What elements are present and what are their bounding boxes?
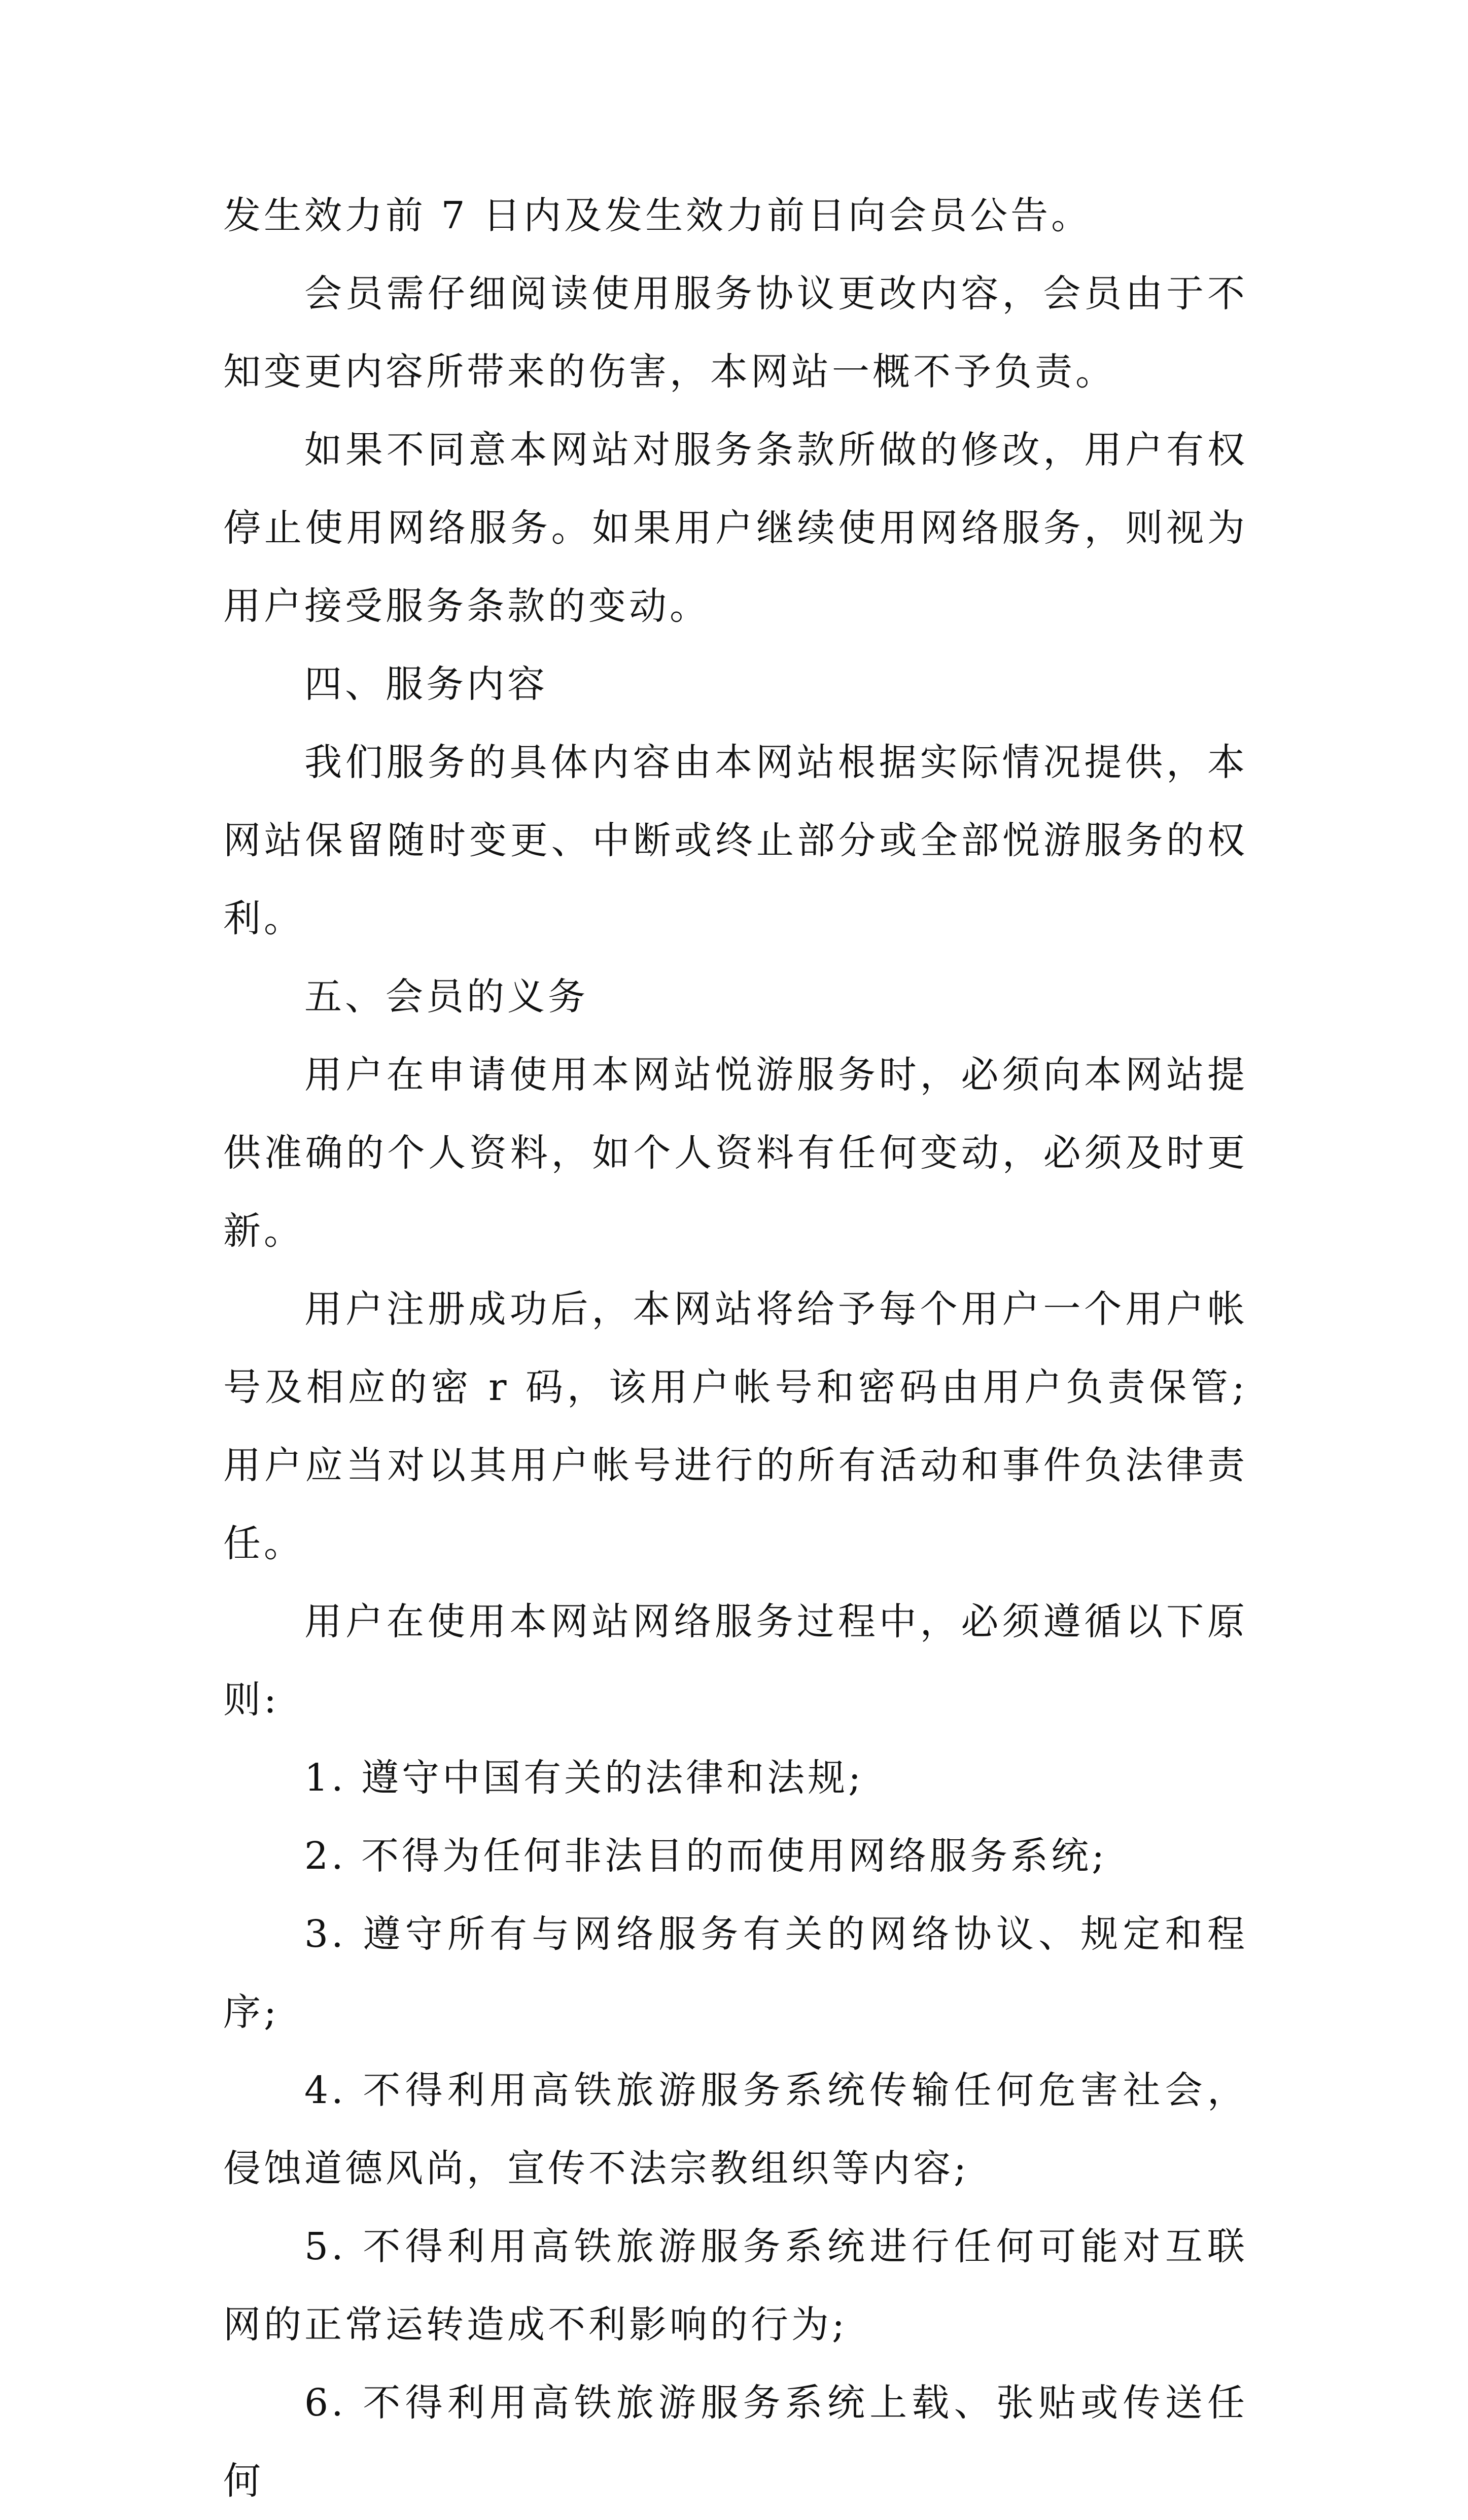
- list-item-4: 4. 不得利用高铁旅游服务系统传输任何危害社会，侵蚀道德风尚，宣传不法宗教组织等内容;: [223, 2069, 1248, 2190]
- list-item-6: 6. 不得利用高铁旅游服务系统上载、张贴或传送任何: [223, 2381, 1248, 2503]
- paragraph-1: 发生效力前 7 日内及发生效力前日向会员公告。: [223, 194, 1092, 237]
- paragraph-7: 用户在申请使用本网站悦游服务时，必须向本网站提供准确的个人资料，如个人资料有任何变动，必须及时更新。: [223, 1053, 1248, 1253]
- paragraph-3: 如果不同意本网站对服务条款所做的修改，用户有权停止使用网络服务。如果用户继续使用网络服务，则视为用户接受服务条款的变动。: [223, 428, 1248, 628]
- paragraph-8: 用户注册成功后，本网站将给予每个用户一个用户帐号及相应的密 r 码，该用户帐号和密码由用户负责保管;用户应当对以其用户帐号进行的所有活动和事件负法律责任。: [223, 1287, 1248, 1565]
- section-heading-service-content: 四、服务内容: [304, 662, 548, 706]
- list-item-1: 1. 遵守中国有关的法律和法规;: [304, 1756, 864, 1800]
- paragraph-2: 会员需仔细阅读使用服务协议更改内容，会员由于不知变更内容所带来的伤害，本网站一概不予负责。: [223, 272, 1248, 394]
- section-heading-member-obligations: 五、会员的义务: [304, 975, 588, 1019]
- document-body: [223, 177, 1248, 2520]
- list-item-3: 3. 遵守所有与网络服务有关的网络协议、规定和程序;: [223, 1912, 1248, 2034]
- list-item-5: 5. 不得利用高铁旅游服务系统进行任何可能对互联网的正常运转造成不利影响的行为;: [223, 2225, 1248, 2347]
- list-item-2: 2. 不得为任何非法目的而使用网络服务系统;: [304, 1834, 1108, 1878]
- paragraph-9: 用户在使用本网站网络服务过程中，必须遵循以下原则:: [223, 1600, 1248, 1722]
- paragraph-5: 我们服务的具体内容由本网站根据实际情况提供，本网站保留随时变更、中断或终止部分或全部悦游服务的权利。: [223, 741, 1248, 940]
